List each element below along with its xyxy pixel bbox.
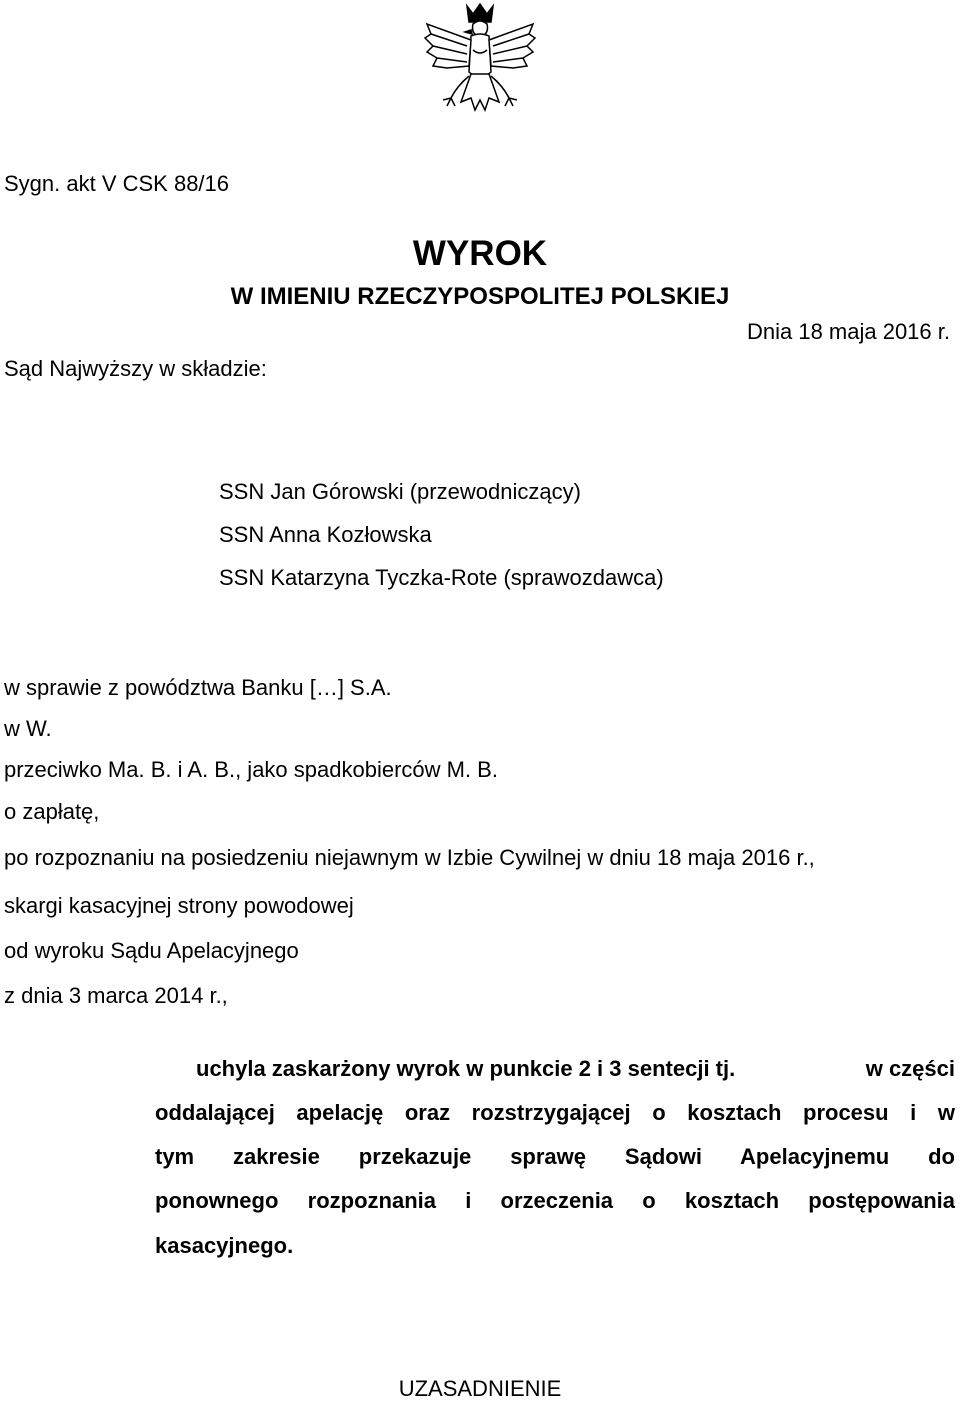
proceedings-line: z dnia 3 marca 2014 r., xyxy=(4,983,228,1008)
verdict-first-line-tail: w części xyxy=(865,1056,955,1081)
court-intro: Sąd Najwyższy w składzie: xyxy=(4,356,267,381)
judgment-date: Dnia 18 maja 2016 r. xyxy=(746,319,950,344)
case-line: o zapłatę, xyxy=(4,799,100,824)
verdict-line: oddalającej apelację oraz rozstrzygającej o kosztach procesu i w xyxy=(155,1100,955,1125)
proceedings-line: od wyroku Sądu Apelacyjnego xyxy=(4,938,299,963)
verdict-last-line: kasacyjnego. xyxy=(155,1233,294,1258)
verdict-first-line: uchyla zaskarżony wyrok w punkcie 2 i 3 sentecji tj. xyxy=(196,1056,736,1081)
verdict-line: ponownego rozpoznania i orzeczenia o kosztach postępowania xyxy=(155,1188,955,1213)
reasons-heading: UZASADNIENIE xyxy=(398,1376,562,1401)
polish-eagle-emblem xyxy=(417,2,543,132)
case-line: przeciwko Ma. B. i A. B., jako spadkobierców M. B. xyxy=(4,757,498,782)
proceedings-line: po rozpoznaniu na posiedzeniu niejawnym w Izbie Cywilnej w dniu 18 maja 2016 r., xyxy=(4,845,815,870)
judge-line: SSN Jan Górowski (przewodniczący) xyxy=(219,479,581,504)
case-line: w sprawie z powództwa Banku […] S.A. xyxy=(4,675,392,700)
verdict-line: tym zakresie przekazuje sprawę Sądowi Apelacyjnemu do xyxy=(155,1144,955,1169)
document-title: WYROK xyxy=(412,234,548,273)
document-subtitle: W IMIENIU RZECZYPOSPOLITEJ POLSKIEJ xyxy=(230,283,730,310)
proceedings-line: skargi kasacyjnej strony powodowej xyxy=(4,893,354,918)
case-signature: Sygn. akt V CSK 88/16 xyxy=(4,171,230,196)
judge-line: SSN Anna Kozłowska xyxy=(219,522,432,547)
case-line: w W. xyxy=(4,716,52,741)
judge-line: SSN Katarzyna Tyczka-Rote (sprawozdawca) xyxy=(219,565,664,590)
